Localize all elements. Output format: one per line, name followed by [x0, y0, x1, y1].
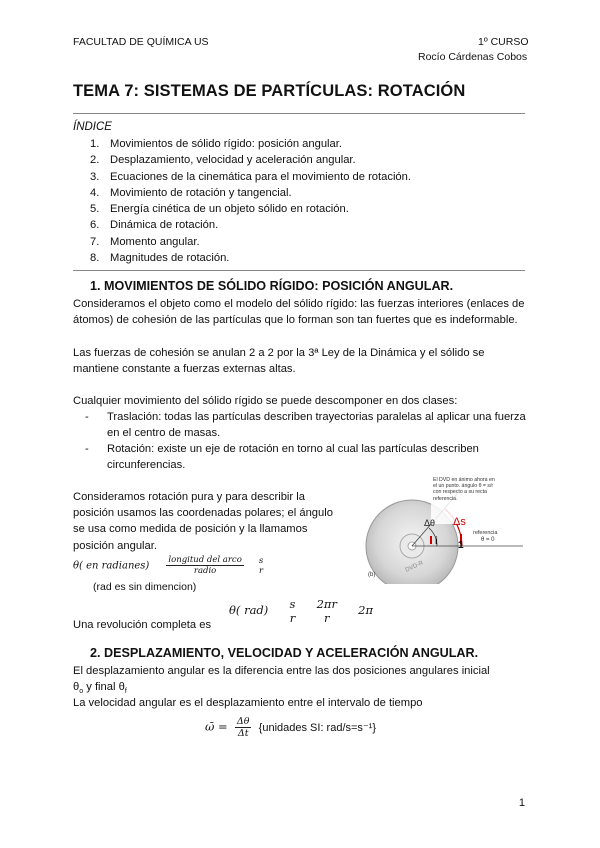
header-author: Rocío Cárdenas Cobos — [418, 51, 528, 63]
index-item: 6. Dinámica de rotación. — [90, 219, 219, 232]
section-1-paragraph-4: Consideramos rotación pura y para describir la posición usamos las coordenadas polares; el ángulo se usa como medida de posición y la llamamos posición angular. — [73, 491, 333, 552]
label-theta-zero: θ = 0 — [481, 537, 495, 543]
header-course: 1º CURSO — [478, 36, 529, 48]
index-item: 2. Desplazamiento, velocidad y aceleración angular. — [90, 154, 356, 167]
label-panel-b: (b) — [368, 572, 376, 578]
section-2-paragraph-1: El desplazamiento angular es la diferencia entre las dos posiciones angulares inicial — [73, 665, 490, 677]
index-divider — [73, 270, 525, 271]
revolution-text: Una revolución completa es — [73, 619, 212, 631]
dvd-figure — [365, 476, 525, 584]
formula-angular-position: θ( en radianes) $\frac{\text{longitud del arco}}{\text{radio}}$ s r — [73, 555, 264, 576]
section-1-paragraph-1: Consideramos el objeto como el modelo del sólido rígido: las fuerzas interiores (enlaces de átomos) de cohesión de las partículas que lo forman son tan fuertes que es indeformable. — [73, 298, 525, 327]
header-faculty: FACULTAD DE QUÍMICA US — [73, 36, 209, 48]
page-number: 1 — [518, 797, 525, 809]
label-reference: referencia — [473, 530, 498, 536]
index-item: 4. Movimiento de rotación y tangencial. — [90, 186, 292, 199]
page-title: TEMA 7: SISTEMAS DE PARTÍCULAS: ROTACIÓN — [73, 82, 466, 100]
figure-note: El DVD en ánimo ahora en el un punto. ángulo θ = s/r con respecto a su recta referencia. — [433, 477, 495, 502]
index-list — [90, 136, 411, 266]
formula-angular-velocity: ω̄ = $\frac{\Delta\theta}{\Delta t}$ {unidades SI: rad/s=s⁻¹} — [205, 716, 377, 739]
label-i: i — [435, 536, 438, 547]
section-2-paragraph-2: La velocidad angular es el desplazamiento entre el intervalo de tiempo — [73, 697, 423, 709]
index-item: 8. Magnitudes de rotación. — [90, 252, 230, 265]
formula-note: (rad es sin dimencion) — [93, 581, 197, 593]
index-item: 1. Movimientos de sólido rígido: posición angular. — [90, 138, 342, 150]
index-item: 5. Energía cinética de un objeto sólido en rotación. — [90, 203, 349, 216]
index-heading: ÍNDICE — [73, 121, 112, 133]
section-1-heading: 1. MOVIMIENTOS DE SÓLIDO RÍGIDO: POSICIÓN ANGULAR. — [90, 279, 454, 293]
index-item: 3. Ecuaciones de la cinemática para el movimiento de rotación. — [90, 170, 411, 183]
section-2-paragraph-1b: $\theta_o$ y final $\theta_f$ — [73, 681, 127, 696]
section-1-paragraph-2: Las fuerzas de cohesión se anulan 2 a 2 por la 3ª Ley de la Dinámica y el sólido se mantiene constante a fuerzas externas altas. — [73, 347, 485, 376]
formula-revolution: θ( rad) s r 2πr r 2π — [229, 597, 374, 625]
section-1-paragraph-3: Cualquier movimiento del sólido rígido se puede descomponer en dos clases: — [73, 395, 458, 407]
title-divider — [73, 113, 525, 114]
disc-label: DVD-R — [404, 560, 425, 574]
bullet-rotation: - Rotación: existe un eje de rotación en torno al cual las partículas describen circunferencias. — [85, 443, 479, 472]
section-2-heading: 2. DESPLAZAMIENTO, VELOCIDAD Y ACELERACIÓN ANGULAR. — [90, 646, 479, 660]
label-1: 1 — [458, 540, 464, 551]
label-delta-theta: Δθ — [424, 518, 436, 528]
bullet-translation: - Traslación: todas las partículas describen trayectorias paralelas al aplicar una fuerza en el centro de masas. — [85, 411, 526, 440]
index-item: 7. Momento angular. — [90, 235, 200, 248]
label-delta-s: Δs — [453, 516, 466, 528]
